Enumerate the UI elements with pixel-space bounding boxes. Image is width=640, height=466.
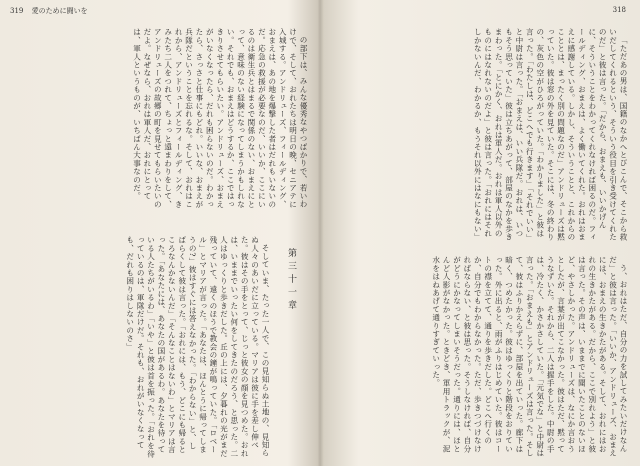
left-page bbox=[0, 0, 318, 466]
page-number: 319 bbox=[10, 7, 24, 15]
page-number: 318 bbox=[612, 6, 626, 14]
page-header bbox=[10, 6, 88, 16]
upper-text-block bbox=[12, 28, 308, 213]
paragraph: の部下は、みんな優秀なやつばかりで、若いわけで、そして、おれたちは明日の晩、セニアテに入城する。アンドリューズ、フィールディング、おまえは、あの地を爆撃した者はだれもいないのだ。応急の救援が必要なのだ、いいか、ここにいるのは衛生兵とはまるで関係のない、おまえにとって、意味のない経験になってしまうかもしれない。それでも、おまえはどうするか、ここではっきりさせてもらいたい。アンドリューズ、おまえがいなくなったら、だれも困らないのだ。わかったら、さっさと仕事にもどれ。いいな、おまえが兵隊だということを忘れるな。そして、おれはこれから、アンドリューズとフィールディング、きみたち二人をつれて、ちょっと遠まわりをして、アンドリューズの故郷の町を見せてもらいたいのだよ。なぜなら、おれは軍人だ、おれにとっては、軍人というものが、いちばん大事なのだ。 bbox=[132, 28, 308, 209]
upper-text-block bbox=[328, 28, 628, 244]
paragraph: 「ただあの男は、国籍のなかへとびこんで、そこから救いだしてくれるという、そういう役目を引き受けてくれたのだ」と彼は言った。「だから、おまえも、いいかげんに、そういうことをわかってくれなければ困るのだ。フィールディング、おまえは、よく働いてくれた。おれはおまえに感謝している。しかし、そういうことと、これからのこととは、まったく別の問題なのだ」アンドリューズは黙っていた。彼は窓の外を見ていた。そこには、冬の終わりの、灰色の空がひろがっていた。「わかりました」と彼は言った。「わたしは、どこへでも行きます」「それでいい」と中尉は言った。「おまえは、いい兵隊だ。おれは、いつもそう思っていた」彼は立ちあがって、部屋のなかを歩きまわった。「とにかく、おれは軍人だ。おれは軍人以外のものにはなれないのだよ」と彼は言った。「おれにはそれしかないんだ、わかるか、もうそれ以外にはなにもない」 bbox=[473, 28, 628, 242]
lower-text-block bbox=[12, 236, 270, 458]
running-title: 愛のために闘いを bbox=[31, 7, 88, 15]
lower-text-block bbox=[328, 256, 628, 460]
page-header bbox=[613, 6, 626, 14]
chapter-heading: 第三十一章 bbox=[286, 248, 296, 313]
right-page bbox=[322, 0, 640, 466]
paragraph: そしていま、たった一人で、この見知らぬ土地の、見知らぬ人々のあいだに立っている。マリアは彼に手を差し伸べた。彼はその手をとって、じっと彼女の顔を見つめた。おれは、いままでいったい何をしてきたのだろう、と思った。二人はゆっくりと歩きだした。丘の上には、夕暮れの光がまだ残っていて、遠くのほうで教会の鐘が鳴っていた。「ロベール」とマリアが言った。「あなたは、ほんとうに帰ってしまうの?」彼はすぐには答えなかった。「わからない」と、しばらくして彼は言った。「おれには、もう、どこにも帰るところなんかないんだ」「そんなことはないわ」とマリアは言った。「あなたには、あなたの国があるわ。あなたを待っている人たちがいるわ」「いや」と彼は首を振った。「おれを待っているのは、軍隊だけだ。それも、おれがいなくなっても、だれも困りはしないのさ」 bbox=[125, 236, 270, 458]
paragraph: う、おれはただ、自分の力を試してみたいだけなんだ」と彼は言った。「いいか、アンドリューズ、おまえには、おまえの生きかたがある。そして、おれにはおれの生きかたがある。だから、ここで別れよう」と彼は言った。その声は、いままでに聞いたことのないほど、やさしかった。アンドリューズは、なにか言おうとしたが、言葉が出てこなかった。彼はただ、黙ってうなずいた。それから、二人は握手をした。中尉の手は、冷たく、かさかさしていた。「元気でな」と中尉は言った。「おまえも」とアンドリューズは言った。そして、彼はふりかえらずに、部屋を出ていった。廊下は暗く、つめたかった。彼はゆっくりと階段をおりていった。外に出ると、雨がふりはじめていた。彼はコートの襟を立てて、通りを歩きだした。どこへ行くのか、自分でもわからなかった。ただ、歩きつづけなければならない、と彼は思った。そうしなければ、自分がどうにかなってしまいそうだった。通りには、ほとんど人影がなかった。ときどき、軍用トラックが、泥水をはねあげて通りすぎていった。 bbox=[431, 256, 628, 458]
